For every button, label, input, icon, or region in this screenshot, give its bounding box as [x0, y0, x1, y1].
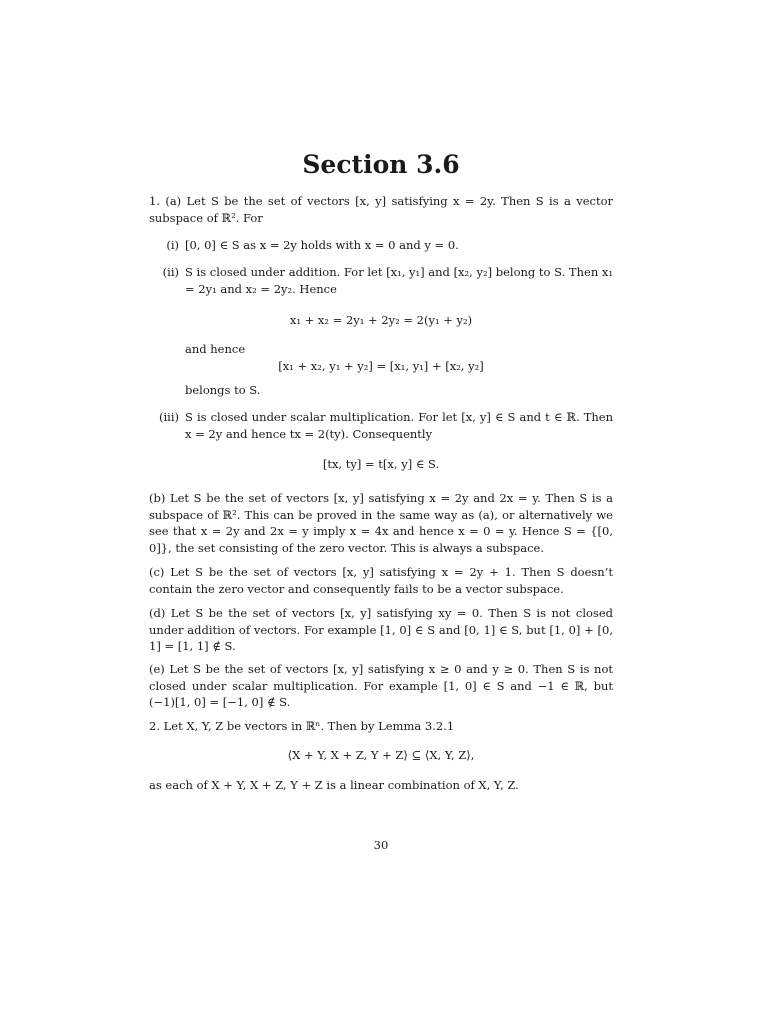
- section-title: Section 3.6: [302, 150, 460, 179]
- equation-vector-sum: [x₁ + x₂, y₁ + y₂] = [x₁, y₁] + [x₂, y₂]: [278, 359, 484, 373]
- page-number: 30: [373, 838, 389, 852]
- problem-1c: (c) Let S be the set of vectors [x, y] satisfying x = 2y + 1. Then S doesn’t contain the zero vector and consequently fails to be a vector subspace.: [149, 565, 613, 596]
- item-i-text: [0, 0] ∈ S as x = 2y holds with x = 0 and y = 0.: [185, 238, 459, 252]
- problem-1b: (b) Let S be the set of vectors [x, y] satisfying x = 2y and 2x = y. Then S is a subspace of ℝ². This can be proved in the same way as (a), or alternatively we see that x = 2y and 2x = y imply x = 4x and hence x = 0 = y. Hence S = {[0, 0]}, the set consisting of the zero vector. This is always a subspace.: [149, 491, 613, 555]
- problem-1a-intro: 1. (a) Let S be the set of vectors [x, y] satisfying x = 2y. Then S is a vector subspace of ℝ². For: [149, 194, 613, 225]
- problem-1d: (d) Let S be the set of vectors [x, y] satisfying xy = 0. Then S is not closed under addition of vectors. For example [1, 0] ∈ S and [0, 1] ∈ S, but [1, 0] + [0, 1] = [1, 1] ∉ S.: [149, 606, 613, 653]
- item-ii-text: S is closed under addition. For let [x₁, y₁] and [x₂, y₂] belong to S. Then x₁ = 2y₁ and x₂ = 2y₂. Hence: [185, 265, 613, 296]
- equation-span: ⟨X + Y, X + Z, Y + Z⟩ ⊆ ⟨X, Y, Z⟩,: [287, 748, 475, 762]
- problem-2-intro: 2. Let X, Y, Z be vectors in ℝⁿ. Then by Lemma 3.2.1: [149, 719, 455, 733]
- problem-1e: (e) Let S be the set of vectors [x, y] satisfying x ≥ 0 and y ≥ 0. Then S is not closed under scalar multiplication. For example [1, 0] ∈ S and −1 ∈ ℝ, but (−1)[1, 0] = [−1, 0] ∉ S.: [149, 662, 613, 709]
- belongs-text: belongs to S.: [185, 383, 261, 397]
- item-ii-label: (ii): [162, 265, 179, 279]
- and-hence-text: and hence: [185, 342, 246, 356]
- item-iii-text: S is closed under scalar multiplication. For let [x, y] ∈ S and t ∈ ℝ. Then x = 2y and hence tx = 2(ty). Consequently: [185, 410, 613, 441]
- item-i-label: (i): [166, 238, 179, 252]
- problem-2-conclusion: as each of X + Y, X + Z, Y + Z is a linear combination of X, Y, Z.: [149, 778, 519, 792]
- item-iii-label: (iii): [158, 410, 179, 424]
- equation-scalar: [tx, ty] = t[x, y] ∈ S.: [322, 457, 440, 471]
- equation-sum: x₁ + x₂ = 2y₁ + 2y₂ = 2(y₁ + y₂): [289, 313, 473, 327]
